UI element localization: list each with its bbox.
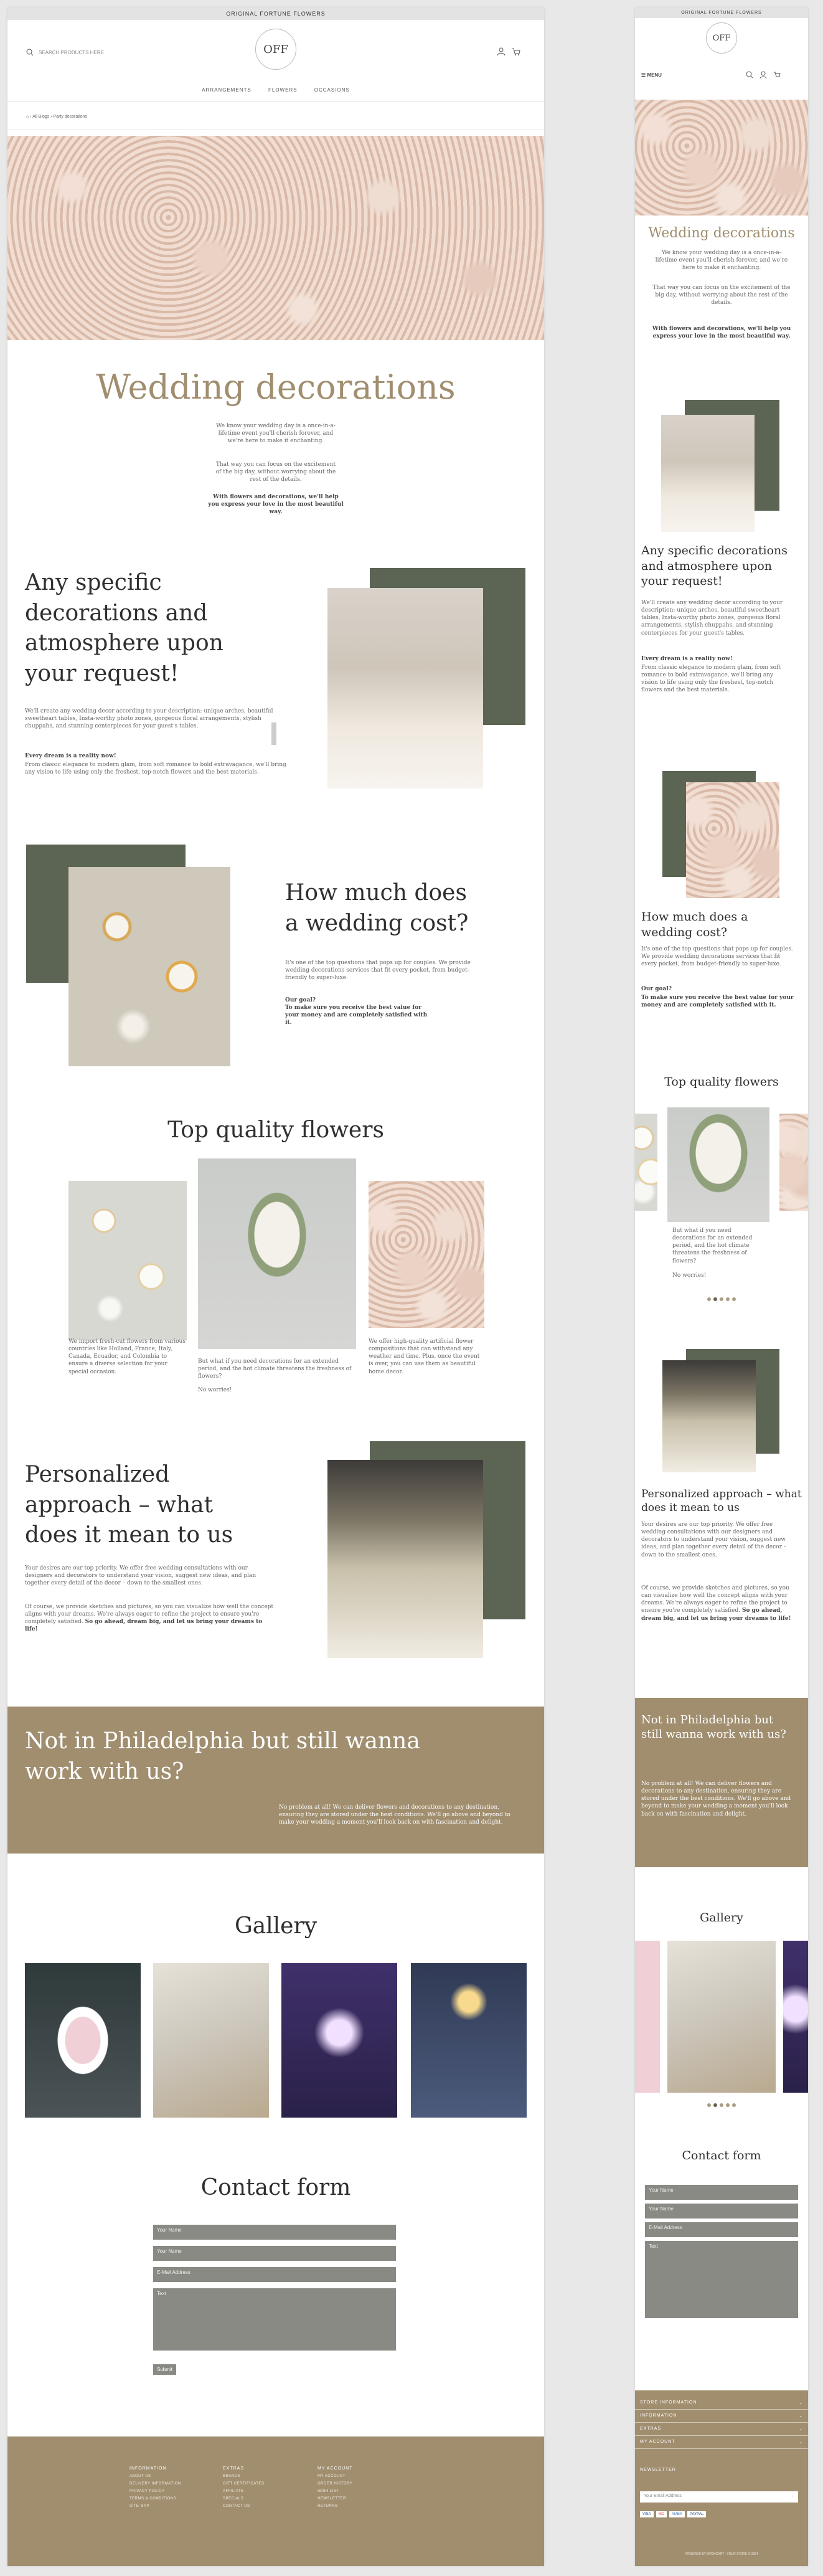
email-field[interactable]: E-Mail Address	[153, 2267, 396, 2282]
header-icons	[497, 47, 520, 56]
hero-image	[7, 136, 544, 340]
footer-link[interactable]: GIFT CERTIFICATES	[223, 2482, 265, 2486]
footer-link[interactable]: SITE MAP	[129, 2504, 150, 2508]
section-text-bold: Our goal?	[641, 986, 672, 992]
gallery-dots[interactable]	[635, 2098, 808, 2110]
mastercard-icon: MC	[656, 2511, 667, 2517]
section-text-bold: Every dream is a reality now!	[641, 656, 733, 662]
orchid-image	[68, 1181, 187, 1340]
powered-by: POWERED BY OPENCART · YOUR STORE © 2024	[685, 2552, 758, 2556]
nav-flowers[interactable]: FLOWERS	[268, 87, 298, 93]
footer-row[interactable]: EXTRAS ⌄	[635, 2423, 808, 2436]
footer-link[interactable]: TERMS & CONDITIONS	[129, 2497, 177, 2501]
footer-link[interactable]: ORDER HISTORY	[317, 2482, 353, 2486]
hero-text-3: With flowers and decorations, we'll help you express your love in the most beautiful way.	[208, 494, 344, 516]
footer-accordion	[635, 2397, 808, 2449]
newsletter-title: NEWSLETTER	[640, 2468, 676, 2472]
card-text: We offer high-quality artificial flower compositions that can withstand any weather and time. Plus, once the event is over, you can use them as beautiful home decor.	[369, 1338, 480, 1375]
footer-row[interactable]: MY ACCOUNT ⌄	[635, 2436, 808, 2449]
name-field[interactable]: Your Name	[153, 2225, 396, 2240]
gallery-image[interactable]	[281, 1963, 397, 2118]
cart-icon[interactable]	[512, 47, 520, 56]
section-text-bold: To make sure you receive the best value for your money and are completely satisfied with it.	[285, 1005, 428, 1026]
hero-text-1: We know your wedding day is a once-in-a-lifetime event you'll cherish forever, and we're here to make it enchanting.	[216, 423, 336, 445]
top-banner: ORIGINAL FORTUNE FLOWERS	[635, 7, 808, 18]
cta-text: No problem at all! We can deliver flowers and decorations to any destination, ensuring they are stored under the best conditions. We'll go above and beyond to make your wedding a moment you'll look back on with fascination and delight.	[641, 1781, 791, 1817]
card-text: But what if you need decorations for an extended period, and the hot climate threatens the freshness of flowers?	[198, 1358, 352, 1380]
footer-row[interactable]: STORE INFORMATION ⌄	[635, 2397, 808, 2410]
hero-text-2: That way you can focus on the excitement of the big day, without worrying about the rest of the details.	[215, 462, 336, 483]
footer-link[interactable]: DELIVERY INFORMATION	[129, 2482, 181, 2486]
menu-button[interactable]: ☰ MENU	[641, 72, 662, 78]
section-text: From classic elegance to modern glam, from soft romance to bold extravagance, we'll bring any vision to life using only the freshest, top-notch flowers and the best materials.	[25, 762, 286, 776]
message-field[interactable]: Text	[153, 2288, 396, 2351]
visa-icon: VISA	[640, 2511, 654, 2517]
paypal-icon: PAYPAL	[687, 2511, 706, 2517]
scroll-handle[interactable]	[271, 722, 276, 745]
card-text: But what if you need decorations for an extended period, and the hot climate threatens the freshness of flowers?	[672, 1228, 753, 1264]
footer-link[interactable]: CONTACT US	[223, 2504, 250, 2508]
footer-link[interactable]: PRIVACY POLICY	[129, 2489, 165, 2493]
gallery-image[interactable]	[411, 1963, 527, 2118]
footer-link[interactable]: ABOUT US	[129, 2474, 151, 2478]
footer-link[interactable]: WISH LIST	[317, 2489, 339, 2493]
section-text: Your desires are our top priority. We offer free wedding consultations with our designers and decorators to understand your vision, suggest new ideas, and plan together every detail of the decor – down to the smallest ones.	[641, 1522, 787, 1558]
page-title: Wedding decorations	[96, 367, 456, 407]
search-input[interactable]: SEARCH PRODUCTS HERE	[39, 49, 104, 55]
main-nav	[7, 87, 544, 93]
header-icons	[746, 71, 781, 78]
user-icon[interactable]	[497, 47, 506, 56]
cart-icon[interactable]	[773, 71, 781, 78]
section-title: How much does a wedding cost?	[641, 910, 748, 939]
name-field[interactable]: Your Name	[645, 2185, 798, 2200]
contact-title: Contact form	[682, 2149, 761, 2162]
footer-col-extras: EXTRAS BRANDS GIFT CERTIFICATES AFFILIATE SPECIALS CONTACT US	[223, 2466, 265, 2508]
footer-link[interactable]: BRANDS	[223, 2474, 241, 2478]
section-title: Personalized approach – what does it mean to us	[641, 1488, 802, 1515]
cta-title: Not in Philadelphia but still wanna work with us?	[641, 1713, 786, 1741]
footer-link[interactable]: AFFILIATE	[223, 2489, 244, 2493]
section-text-bold: Every dream is a reality now!	[25, 753, 116, 759]
breadcrumb-item: Party decorations	[53, 115, 88, 119]
contact-title: Contact form	[200, 2175, 351, 2200]
cta-text: No problem at all! We can deliver flowers and decorations to any destination, ensuring they are stored under the best conditions. We'll go above and beyond to make your wedding a moment you'll look back on with fascination and delight.	[279, 1804, 510, 1826]
name-field-2[interactable]: Your Name	[645, 2204, 798, 2218]
amex-icon: AMEX	[669, 2511, 685, 2517]
section-text: Your desires are our top priority. We offer free wedding consultations with our designers and decorators to understand your vision, suggest new ideas, and plan together every detail of the decor – down to the smallest ones.	[25, 1565, 256, 1587]
section-title: How much does a wedding cost?	[285, 880, 469, 936]
logo[interactable]: OFF	[706, 22, 737, 54]
card-text: No worries!	[198, 1387, 232, 1393]
bouquet-image	[198, 1158, 356, 1349]
card-text: We import fresh-cut flowers from various countries like Holland, France, Italy, Canada, Ecuador, and Colombia to ensure a diverse selection for your special occasion.	[68, 1338, 186, 1375]
section-text: It's one of the top questions that pops up for couples. We provide wedding decorations services that fit every pocket, from budget-friendly to super-luxe.	[285, 960, 471, 982]
nav-occasions[interactable]: OCCASIONS	[314, 87, 350, 93]
section-text: We'll create any wedding decor according to your description: unique arches, beautiful sweetheart tables, Insta-worthy photo zones, gorgeous floral arrangements, stylish chuppahs, and stunning centerpieces for your guest's tables.	[25, 708, 273, 730]
footer-link[interactable]: RETURNS	[317, 2504, 338, 2508]
section-text-bold: To make sure you receive the best value for your money and are completely satisfied with it.	[641, 995, 794, 1009]
section-text: From classic elegance to modern glam, from soft romance to bold extravagance, we'll bring any vision to life using only the freshest, top-notch flowers and the best materials.	[641, 665, 781, 694]
cta-title: Not in Philadelphia but still wanna work with us?	[25, 1728, 420, 1784]
gallery-title: Gallery	[700, 1911, 743, 1925]
carousel-image[interactable]	[779, 1114, 808, 1211]
email-field[interactable]: E-Mail Address	[645, 2222, 798, 2237]
section-title: Top quality flowers	[664, 1075, 779, 1089]
section-text: Of course, we provide sketches and pictures, so you can visualize how well the concept aligns with your dreams. We're always eager to refine the project to ensure you're completely satisfied. So go ahead, dream big, and let us bring your dreams to life!	[25, 1604, 274, 1633]
carousel-image[interactable]	[635, 1114, 657, 1211]
logo[interactable]	[255, 29, 296, 70]
nav-arrangements[interactable]: ARRANGEMENTS	[202, 87, 252, 93]
roses-image	[686, 782, 779, 898]
name-field-2[interactable]: Your Name	[153, 2246, 396, 2261]
hero-text-2: That way you can focus on the excitement of the big day, without worrying about the rest of the details.	[652, 285, 791, 306]
section-title: Top quality flowers	[167, 1117, 384, 1143]
search-bar[interactable]	[26, 49, 104, 56]
mobile-view	[635, 7, 808, 2566]
white-flowers-image	[68, 867, 230, 1066]
desktop-view	[7, 7, 544, 2566]
top-banner: ORIGINAL FORTUNE FLOWERS	[7, 7, 544, 20]
newsletter-button[interactable]: →	[790, 2494, 794, 2498]
gallery-image[interactable]	[635, 1941, 660, 2093]
section-text: We'll create any wedding decor according to your description: unique arches, beautiful sweetheart tables, Insta-worthy photo zones, gorgeous floral arrangements, stylish chuppahs, and stunning centerpieces for your guest's tables.	[641, 600, 783, 637]
gallery-image[interactable]	[667, 1941, 776, 2093]
newsletter-input[interactable]: Your Email Address →	[640, 2491, 798, 2503]
bride-image	[327, 588, 483, 788]
section-title: Personalized approach – what does it mean to us	[25, 1462, 233, 1548]
hero-image	[635, 100, 808, 215]
hero-text-1: We know your wedding day is a once-in-a-lifetime event you'll cherish forever, and we're here to make it enchanting.	[655, 250, 788, 272]
message-field[interactable]: Text	[645, 2241, 798, 2318]
footer-link[interactable]: SPECIALS	[223, 2497, 244, 2501]
section-text-bold: Our goal?	[285, 997, 316, 1003]
home-icon[interactable]: ⌂	[26, 115, 29, 119]
gallery-title: Gallery	[234, 1913, 317, 1939]
gallery-image[interactable]	[25, 1963, 141, 2118]
section-title: Any specific decorations and atmosphere upon your request!	[25, 570, 223, 686]
search-icon[interactable]	[746, 71, 753, 78]
payment-icons	[640, 2511, 706, 2517]
breadcrumb: ⌂ › All Blogs › Party decorations	[26, 115, 88, 119]
page-title: Wedding decorations	[648, 225, 795, 241]
roses-image	[369, 1181, 484, 1328]
footer-col-account: MY ACCOUNT MY ACCOUNT ORDER HISTORY WISH LIST NEWSLETTER RETURNS	[317, 2466, 353, 2508]
carousel-image[interactable]	[667, 1107, 769, 1222]
venue-image	[662, 1360, 756, 1472]
footer-col-information: INFORMATION ABOUT US DELIVERY INFORMATION PRIVACY POLICY TERMS & CONDITIONS SITE MAP	[129, 2466, 181, 2508]
user-icon[interactable]	[760, 71, 767, 78]
footer-link[interactable]: NEWSLETTER	[317, 2497, 347, 2501]
card-text: No worries!	[672, 1272, 707, 1279]
gallery-image[interactable]	[783, 1941, 808, 2093]
footer-link[interactable]: MY ACCOUNT	[317, 2474, 346, 2478]
carousel-dots[interactable]	[635, 1292, 808, 1304]
section-text: Of course, we provide sketches and pictures, so you can visualize how well the concept aligns with your dreams. We're always eager to refine the project to ensure you're completely satisfied. So go ahead, dream big, and let us bring your dreams to life!	[641, 1585, 791, 1622]
logo-text: OFF	[263, 42, 288, 56]
search-icon	[26, 49, 34, 56]
bride-image	[661, 415, 755, 532]
breadcrumb-item[interactable]: All Blogs	[32, 115, 50, 119]
venue-image	[327, 1460, 483, 1658]
section-text: It's one of the top questions that pops up for couples. We provide wedding decorations services that fit every pocket, from budget-friendly to super-luxe.	[641, 946, 793, 968]
section-title: Any specific decorations and atmosphere upon your request!	[641, 544, 788, 589]
submit-button[interactable]: Submit	[153, 2364, 176, 2375]
gallery-image[interactable]	[153, 1963, 269, 2118]
footer	[7, 2436, 544, 2566]
hero-text-3: With flowers and decorations, we'll help you express your love in the most beautiful way.	[652, 326, 791, 340]
footer-row[interactable]: INFORMATION ⌄	[635, 2410, 808, 2423]
